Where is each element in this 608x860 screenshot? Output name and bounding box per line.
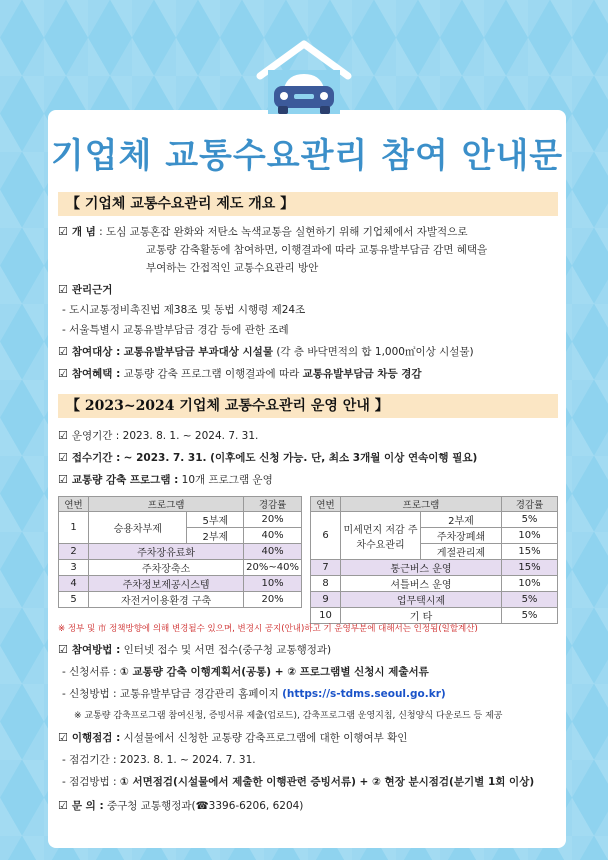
basis-item: - 서울특별시 교통유발부담금 경감 등에 관한 조례 [62, 324, 289, 336]
car-house-icon [254, 40, 354, 124]
cell-no: 5 [59, 592, 89, 608]
program-line: ☑ 교통량 감축 프로그램 : 10개 프로그램 운영 [58, 473, 273, 486]
cell-rate: 40% [244, 544, 302, 560]
col-program: 프로그램 [341, 497, 502, 512]
cell-rate: 10% [502, 576, 558, 592]
program-table-right [310, 496, 558, 624]
col-no: 연번 [311, 497, 341, 512]
cell-program: 기 타 [341, 608, 502, 624]
col-program: 프로그램 [89, 497, 244, 512]
cell-rate: 40% [244, 528, 302, 544]
inspect-method-line: - 점검방법 : ① 서면점검(시설물에서 제출한 이행관련 증빙서류) + ② 현장 분시점검(분기별 1회 이상) [62, 776, 535, 788]
cell-sub: 2부제 [421, 512, 502, 528]
cell-sub: 2부제 [187, 528, 244, 544]
target-line: ☑ 참여대상 : 교통유발부담금 부과대상 시설물 (각 층 바닥면적의 합 1,000㎡이상 시설물) [58, 345, 474, 358]
checkbox-icon: ☑ [58, 451, 68, 464]
cell-no: 7 [311, 560, 341, 576]
table-row [59, 576, 302, 592]
col-rate: 경감률 [502, 497, 558, 512]
checkbox-icon: ☑ [58, 225, 68, 238]
cell-program: 자전거이용환경 구축 [89, 592, 244, 608]
inspect-line: ☑ 이행점검 : 시설물에서 신청한 교통량 감축프로그램에 대한 이행여부 확인 [58, 731, 408, 744]
cell-program: 업무택시제 [341, 592, 502, 608]
checkbox-icon: ☑ [58, 643, 68, 656]
checkbox-icon: ☑ [58, 473, 68, 486]
section-operation-heading: 【 2023~2024 기업체 교통수요관리 운영 안내 】 [58, 394, 558, 418]
cell-no: 1 [59, 512, 89, 544]
inspect-period-line: - 점검기간 : 2023. 8. 1. ~ 2024. 7. 31. [62, 754, 256, 766]
overview-line: 부여하는 간접적인 교통수요관리 방안 [146, 262, 319, 274]
apply-note: ※ 교통량 감축프로그램 참여신청, 증빙서류 제출(업로드), 감축프로그램 운영지침, 신청양식 다운로드 등 제공 [74, 711, 503, 721]
cell-program: 셔틀버스 운영 [341, 576, 502, 592]
cell-rate: 20% [244, 512, 302, 528]
table-row [59, 544, 302, 560]
cell-program: 주차장유료화 [89, 544, 244, 560]
cell-no: 6 [311, 512, 341, 560]
homepage-link[interactable]: (https://s-tdms.seoul.go.kr) [282, 688, 446, 700]
cell-rate: 15% [502, 560, 558, 576]
page-title: 기업체 교통수요관리 참여 안내문 [50, 136, 564, 176]
basis-heading: ☑ 관리근거 [58, 283, 113, 296]
apply-period-line: ☑ 접수기간 : ~ 2023. 7. 31. (이후에도 신청 가능. 단, 최소 3개월 이상 연속이행 필요) [58, 451, 478, 464]
table-row [59, 592, 302, 608]
cell-program: 승용차부제 [89, 512, 187, 544]
table-row [311, 592, 558, 608]
apply-method-line: ☑ 참여방법 : 인터넷 접수 및 서면 접수(중구청 교통행정과) [58, 643, 332, 656]
basis-item: - 도시교통정비촉진법 제38조 및 동법 시행령 제24조 [62, 304, 306, 316]
cell-no: 9 [311, 592, 341, 608]
apply-docs-line: - 신청서류 : ① 교통량 감축 이행계획서(공통) + ② 프로그램별 신청시 제출서류 [62, 666, 429, 678]
table-row [59, 560, 302, 576]
checkbox-icon: ☑ [58, 429, 68, 442]
benefit-line: ☑ 참여혜택 : 교통량 감축 프로그램 이행결과에 따라 교통유발부담금 차등 경감 [58, 367, 422, 380]
apply-web-line: - 신청방법 : 교통유발부담금 경감관리 홈페이지 (https://s-tdms.seoul.go.kr) [62, 688, 446, 700]
cell-program: 미세먼지 저감 주차수요관리 [341, 512, 421, 560]
period-line: ☑ 운영기간 : 2023. 8. 1. ~ 2024. 7. 31. [58, 429, 259, 442]
cell-no: 10 [311, 608, 341, 624]
program-table-left [58, 496, 302, 608]
cell-rate: 15% [502, 544, 558, 560]
checkbox-icon: ☑ [58, 731, 68, 744]
cell-rate: 20%~40% [244, 560, 302, 576]
cell-rate: 5% [502, 592, 558, 608]
col-no: 연번 [59, 497, 89, 512]
col-rate: 경감률 [244, 497, 302, 512]
overview-line: 교통량 감축활동에 참여하면, 이행결과에 따라 교통유발부담금 감면 혜택을 [146, 244, 488, 256]
cell-rate: 5% [502, 512, 558, 528]
cell-no: 4 [59, 576, 89, 592]
cell-no: 2 [59, 544, 89, 560]
cell-rate: 10% [502, 528, 558, 544]
cell-rate: 20% [244, 592, 302, 608]
checkbox-icon: ☑ [58, 345, 68, 358]
cell-program: 주차정보제공시스템 [89, 576, 244, 592]
table-row [311, 576, 558, 592]
contact-line: ☑ 문 의 : 중구청 교통행정과(☎3396-6206, 6204) [58, 799, 304, 812]
table-row [311, 560, 558, 576]
checkbox-icon: ☑ [58, 799, 68, 812]
cell-rate: 10% [244, 576, 302, 592]
cell-rate: 5% [502, 608, 558, 624]
cell-sub: 주차장폐쇄 [421, 528, 502, 544]
cell-no: 3 [59, 560, 89, 576]
cell-sub: 5부제 [187, 512, 244, 528]
overview-line: ☑ 개 념 : 도심 교통혼잡 완화와 저탄소 녹색교통을 실현하기 위해 기업체에서 자발적으로 [58, 225, 468, 238]
cell-no: 8 [311, 576, 341, 592]
cell-sub: 게절관리제 [421, 544, 502, 560]
cell-program: 통근버스 운영 [341, 560, 502, 576]
table-note: ※ 정부 및 市 정책방향에 의해 변경될수 있으며, 변경시 공지(안내)하고 기 운영부분에 대해서는 인정됨(일할계산) [58, 624, 478, 634]
section-overview-heading: 【 기업체 교통수요관리 제도 개요 】 [58, 192, 558, 216]
checkbox-icon: ☑ [58, 283, 68, 296]
cell-program: 주차장축소 [89, 560, 244, 576]
checkbox-icon: ☑ [58, 367, 68, 380]
